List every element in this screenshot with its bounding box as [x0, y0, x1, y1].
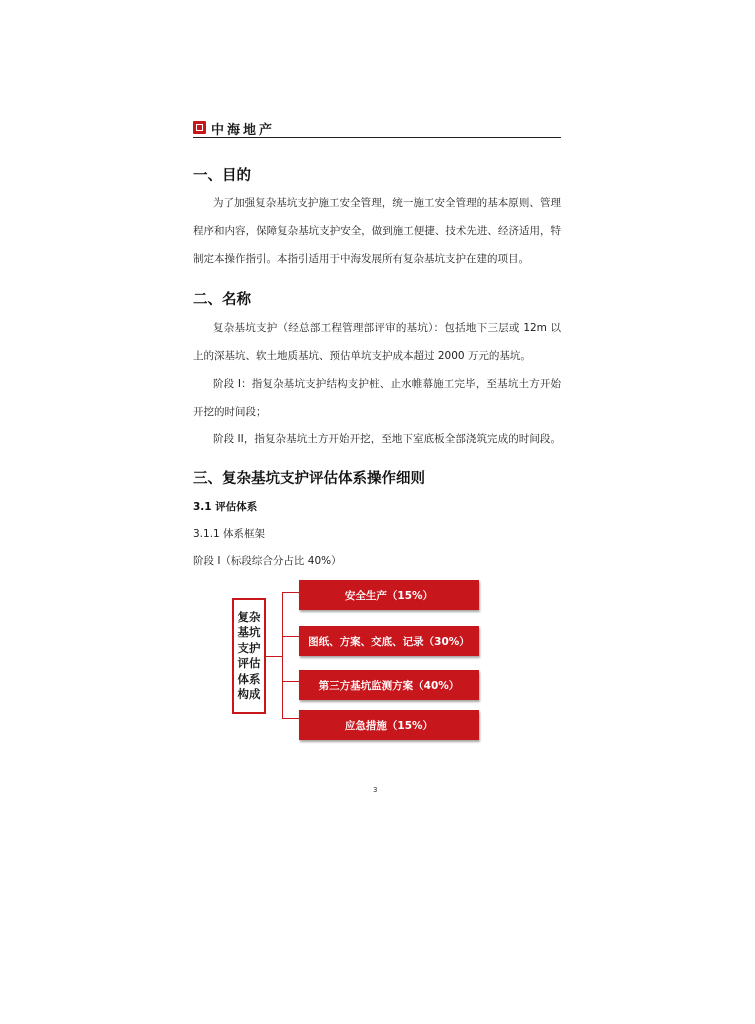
company-logo-icon — [193, 121, 206, 134]
page-header — [193, 120, 561, 140]
section-title-rules: 三、复杂基坑支护评估体系操作细则 — [193, 471, 425, 487]
connector-line — [282, 681, 299, 682]
paragraph-line: 阶段 I：指复杂基坑支护结构支护桩、止水帷幕施工完毕，至基坑土方开始 — [213, 378, 561, 390]
diagram-node-emergency: 应急措施（15%） — [299, 710, 479, 740]
diagram-root-node — [232, 598, 266, 714]
connector-line — [266, 656, 282, 657]
connector-line — [282, 592, 299, 593]
diagram-node-drawings: 图纸、方案、交底、记录（30%） — [299, 626, 479, 656]
paragraph-line: 为了加强复杂基坑支护施工安全管理，统一施工安全管理的基本原则、管理 — [213, 197, 561, 209]
section-title-purpose: 一、目的 — [193, 168, 251, 184]
subsection-title: 3.1 评估体系 — [193, 501, 258, 513]
subsection-subtitle: 3.1.1 体系框架 — [193, 528, 266, 540]
header-divider — [193, 137, 561, 138]
connector-trunk — [282, 592, 283, 718]
page-number: 3 — [373, 786, 378, 794]
paragraph-line: 复杂基坑支护（经总部工程管理部评审的基坑）：包括地下三层或 12m 以 — [213, 322, 561, 334]
paragraph-line: 开挖的时间段； — [193, 406, 267, 418]
paragraph-line: 上的深基坑、软土地质基坑、预估单坑支护成本超过 2000 万元的基坑。 — [193, 350, 531, 362]
paragraph-line: 制定本操作指引。本指引适用于中海发展所有复杂基坑支护在建的项目。 — [193, 253, 529, 265]
paragraph-line: 阶段 II，指复杂基坑土方开始开挖，至地下室底板全部浇筑完成的时间段。 — [213, 433, 561, 445]
stage-note: 阶段 I（标段综合分占比 40%） — [193, 555, 342, 567]
diagram-node-monitoring: 第三方基坑监测方案（40%） — [299, 670, 479, 700]
diagram-root-label: 复杂基坑支护评估体系构成 — [237, 609, 261, 701]
evaluation-system-diagram — [232, 578, 482, 746]
connector-line — [282, 636, 299, 637]
section-title-name: 二、名称 — [193, 292, 251, 308]
diagram-node-safety: 安全生产（15%） — [299, 580, 479, 610]
connector-line — [282, 718, 299, 719]
company-name: 中海地产 — [211, 123, 276, 138]
paragraph-line: 程序和内容，保障复杂基坑支护安全，做到施工便捷、技术先进、经济适用，特 — [193, 225, 561, 237]
